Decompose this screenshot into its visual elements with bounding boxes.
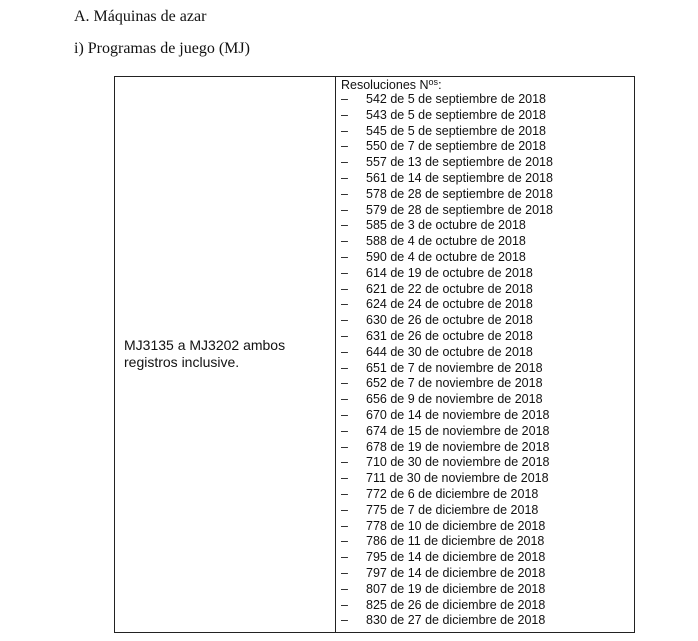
resolution-text: 561 de 14 de septiembre de 2018 — [366, 170, 553, 185]
section-heading: A. Máquinas de azar — [74, 8, 207, 25]
resolutions-header-text: Resoluciones N — [341, 78, 429, 92]
resolution-text: 670 de 14 de noviembre de 2018 — [366, 407, 550, 422]
resolution-text: 786 de 11 de diciembre de 2018 — [366, 534, 545, 549]
resolution-list-item — [341, 345, 553, 361]
dash-bullet: – — [341, 534, 348, 549]
resolution-text: 674 de 15 de noviembre de 2018 — [366, 423, 550, 438]
resolution-list-item — [341, 408, 553, 424]
resolution-text: 542 de 5 de septiembre de 2018 — [366, 92, 546, 106]
resolution-list-item — [341, 455, 553, 471]
resolution-text: 579 de 28 de septiembre de 2018 — [366, 202, 553, 217]
resolution-text: 797 de 14 de diciembre de 2018 — [366, 565, 546, 580]
resolution-text: 830 de 27 de diciembre de 2018 — [366, 613, 546, 628]
dash-bullet: – — [341, 249, 348, 264]
dash-bullet: – — [341, 186, 348, 201]
dash-bullet: – — [341, 439, 348, 454]
resolutions-header-sup: os — [428, 77, 439, 87]
registry-range-cell: MJ3135 a MJ3202 ambos registros inclusive. — [124, 337, 286, 370]
dash-bullet: – — [341, 455, 348, 470]
resolution-list-item — [341, 566, 553, 582]
resolution-list-item — [341, 519, 553, 535]
resolution-text: 621 de 22 de octubre de 2018 — [366, 281, 533, 296]
resolution-list-item — [341, 155, 553, 171]
resolution-list-item — [341, 329, 553, 345]
resolution-text: 795 de 14 de diciembre de 2018 — [366, 550, 546, 565]
resolution-list-item — [341, 203, 553, 219]
dash-bullet: – — [341, 392, 348, 407]
dash-bullet: – — [341, 565, 348, 580]
resolution-list-item — [341, 266, 553, 282]
resolution-list-item — [341, 108, 553, 124]
resolution-list-item — [341, 282, 553, 298]
resolution-text: 545 de 5 de septiembre de 2018 — [366, 123, 546, 138]
dash-bullet: – — [341, 550, 348, 565]
resolution-text: 710 de 30 de noviembre de 2018 — [366, 455, 550, 470]
resolution-text: 825 de 26 de diciembre de 2018 — [366, 597, 546, 612]
resolution-list-item — [341, 424, 553, 440]
resolution-text: 651 de 7 de noviembre de 2018 — [366, 360, 543, 375]
resolution-list-item — [341, 392, 553, 408]
resolution-text: 775 de 7 de diciembre de 2018 — [366, 502, 539, 517]
table-column-divider — [335, 76, 336, 633]
resolution-list-item — [341, 471, 553, 487]
resolution-list-item — [341, 187, 553, 203]
dash-bullet: – — [341, 471, 348, 486]
resolution-list-item — [341, 361, 553, 377]
dash-bullet: – — [341, 139, 348, 154]
dash-bullet: – — [341, 107, 348, 122]
dash-bullet: – — [341, 218, 348, 233]
resolution-text: 807 de 19 de diciembre de 2018 — [366, 581, 546, 596]
resolution-list-item — [341, 297, 553, 313]
resolution-text: 557 de 13 de septiembre de 2018 — [366, 155, 553, 170]
dash-bullet: – — [341, 313, 348, 328]
dash-bullet: – — [341, 265, 348, 280]
dash-bullet: – — [341, 297, 348, 312]
resolutions-list — [341, 92, 553, 629]
resolution-text: 631 de 26 de octubre de 2018 — [366, 328, 533, 343]
dash-bullet: – — [341, 202, 348, 217]
resolution-list-item — [341, 582, 553, 598]
dash-bullet: – — [341, 581, 348, 596]
dash-bullet: – — [341, 613, 348, 628]
resolution-text: 614 de 19 de octubre de 2018 — [366, 265, 533, 280]
resolution-list-item — [341, 234, 553, 250]
dash-bullet: – — [341, 344, 348, 359]
resolution-list-item — [341, 550, 553, 566]
resolutions-header-suffix: : — [438, 78, 442, 92]
dash-bullet: – — [341, 376, 348, 391]
dash-bullet: – — [341, 597, 348, 612]
resolution-text: 778 de 10 de diciembre de 2018 — [366, 518, 546, 533]
resolution-text: 678 de 19 de noviembre de 2018 — [366, 439, 550, 454]
resolution-list-item — [341, 440, 553, 456]
resolutions-header — [341, 77, 442, 92]
dash-bullet: – — [341, 423, 348, 438]
dash-bullet: – — [341, 486, 348, 501]
resolution-list-item — [341, 503, 553, 519]
resolution-list-item — [341, 376, 553, 392]
dash-bullet: – — [341, 502, 348, 517]
resolution-text: 550 de 7 de septiembre de 2018 — [366, 139, 546, 154]
resolution-list-item — [341, 218, 553, 234]
dash-bullet: – — [341, 170, 348, 185]
resolution-text: 624 de 24 de octubre de 2018 — [366, 297, 533, 312]
resolution-text: 588 de 4 de octubre de 2018 — [366, 234, 526, 249]
resolution-list-item — [341, 92, 553, 108]
resolution-text: 652 de 7 de noviembre de 2018 — [366, 376, 543, 391]
resolution-text: 590 de 4 de octubre de 2018 — [366, 249, 526, 264]
resolution-text: 644 de 30 de octubre de 2018 — [366, 344, 533, 359]
resolution-text: 711 de 30 de noviembre de 2018 — [366, 471, 549, 486]
dash-bullet: – — [341, 360, 348, 375]
resolution-list-item — [341, 313, 553, 329]
resolution-list-item — [341, 598, 553, 614]
resolution-text: 630 de 26 de octubre de 2018 — [366, 313, 533, 328]
dash-bullet: – — [341, 155, 348, 170]
resolution-list-item — [341, 613, 553, 629]
resolution-list-item — [341, 124, 553, 140]
resolution-text: 585 de 3 de octubre de 2018 — [366, 218, 526, 233]
resolution-list-item — [341, 171, 553, 187]
resolution-text: 772 de 6 de diciembre de 2018 — [366, 486, 539, 501]
resolution-list-item — [341, 487, 553, 503]
resolution-text: 578 de 28 de septiembre de 2018 — [366, 186, 553, 201]
resolution-list-item — [341, 534, 553, 550]
dash-bullet: – — [341, 407, 348, 422]
resolution-text: 543 de 5 de septiembre de 2018 — [366, 107, 546, 122]
resolution-list-item — [341, 250, 553, 266]
dash-bullet: – — [341, 234, 348, 249]
subsection-heading: i) Programas de juego (MJ) — [74, 40, 250, 57]
resolution-text: 656 de 9 de noviembre de 2018 — [366, 392, 543, 407]
dash-bullet: – — [341, 281, 348, 296]
dash-bullet: – — [341, 92, 348, 106]
dash-bullet: – — [341, 518, 348, 533]
dash-bullet: – — [341, 328, 348, 343]
dash-bullet: – — [341, 123, 348, 138]
resolution-list-item — [341, 139, 553, 155]
